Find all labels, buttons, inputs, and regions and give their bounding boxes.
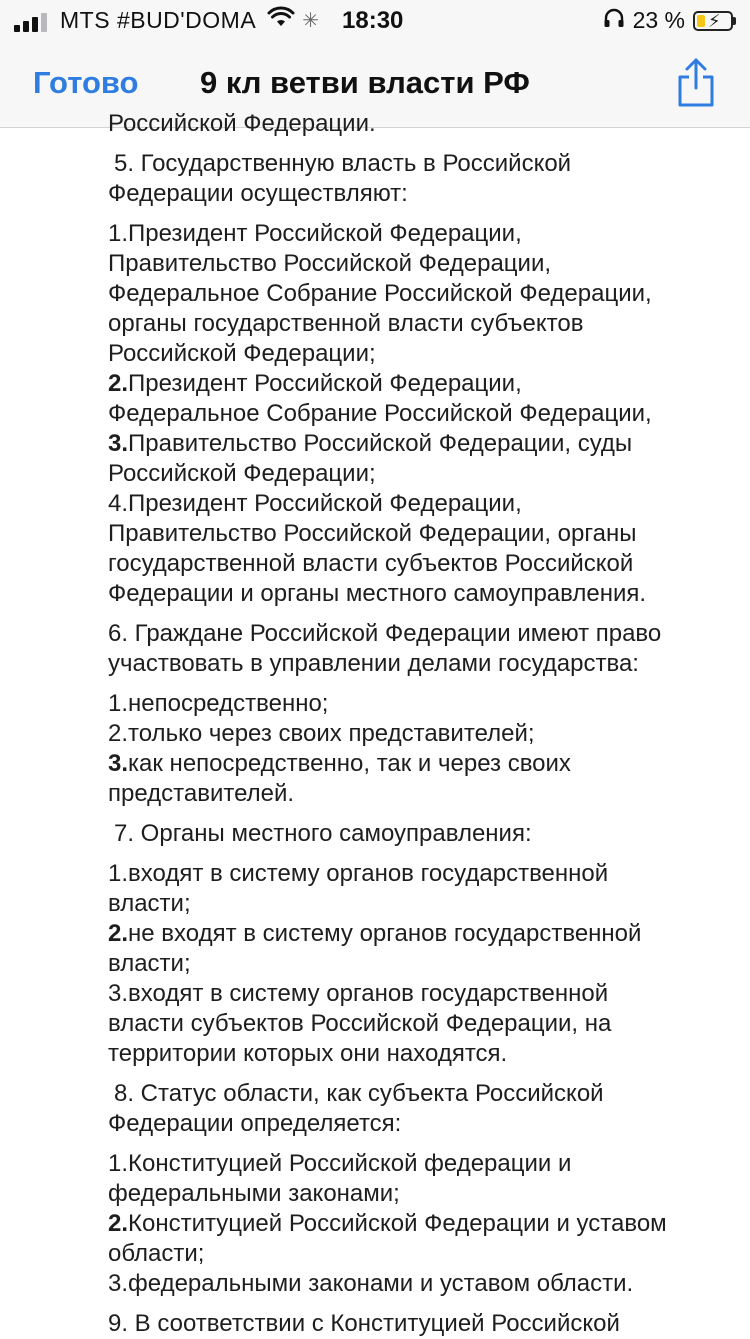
answer-line: области; [108,1240,205,1267]
answer-number: 2. [108,370,129,397]
cut-top-line: Российской Федерации. [108,110,376,137]
question-text: 5. Государственную власть в Российской [114,150,572,177]
answer-line: 1.Конституцией Российской федерации и [108,1150,572,1177]
battery-tip [733,17,736,25]
answer-text: Правительство Российской Федерации, суды [128,430,633,457]
answer-number: 2. [108,920,129,947]
answer-line: власти субъектов Российской Федерации, на [108,1010,612,1037]
answer-line [108,749,708,779]
answer-number: 2. [108,1210,129,1237]
cellular-signal-icon [14,10,50,32]
answer-line: Федеральное Собрание Российской Федерации, [108,400,652,427]
answer-line: 3.входят в систему органов государственной [108,980,609,1007]
question-7 [108,819,708,849]
answer-text: Конституцией Российской Федерации и уставом [128,1210,667,1237]
answer-text: как непосредственно, так и через своих [128,750,571,777]
answers-7 [108,859,708,1069]
cut-bottom-line: 9. В соответствии с Конституцией Российской [108,1310,620,1337]
answer-line: власти; [108,890,191,917]
status-right [603,7,736,34]
status-bar [0,0,750,40]
answer-line: власти; [108,950,191,977]
answer-line: Правительство Российской Федерации, органы [108,520,637,547]
answer-line: территории которых они находятся. [108,1040,508,1067]
answer-line: Российской Федерации; [108,340,376,367]
battery-percent: 23 % [632,7,685,33]
answer-line: Правительство Российской Федерации, [108,250,552,277]
question-6 [108,619,708,679]
answer-line: органы государственной власти субъектов [108,310,584,337]
document-content [108,109,708,1339]
answer-number: 3. [108,750,129,777]
answer-line: Российской Федерации; [108,460,376,487]
answers-6 [108,689,708,809]
answer-line: 1.входят в систему органов государственной [108,860,609,887]
answers-5 [108,219,708,609]
battery-icon: ⚡ [693,11,733,31]
answer-line: 2.только через своих представителей; [108,720,535,747]
answer-text: Президент Российской Федерации, [128,370,522,397]
question-text: Федерации осуществляют: [108,180,408,207]
question-text: Федерации определяется: [108,1110,402,1137]
question-text: участвовать в управлении делами государства: [108,650,639,677]
wifi-icon [268,7,294,34]
answer-line: 1.непосредственно; [108,690,329,717]
question-8 [108,1079,708,1139]
answer-line: Федеральное Собрание Российской Федерации, [108,280,652,307]
activity-spinner-icon: ✳ [302,10,319,32]
question-text: 7. Органы местного самоуправления: [114,820,532,847]
question-text: 8. Статус области, как субъекта Российской [114,1080,604,1107]
question-text: 6. Граждане Российской Федерации имеют право [108,620,662,647]
carrier-name: MTS #BUD'DOMA [60,7,257,33]
answer-line [108,429,708,459]
answer-line: представителей. [108,780,295,807]
answers-8 [108,1149,708,1299]
question-5 [108,149,708,209]
answer-number: 3. [108,430,129,457]
answer-line [108,1209,708,1239]
status-left [14,7,319,34]
answer-line: федеральными законами; [108,1180,400,1207]
answer-line: Федерации и органы местного самоуправления. [108,580,647,607]
answer-line: 3.федеральными законами и уставом области. [108,1270,634,1297]
answer-text: не входят в систему органов государственной [128,920,642,947]
headphones-icon [603,7,625,34]
answer-line: 1.Президент Российской Федерации, [108,220,522,247]
document-view[interactable] [0,110,750,1337]
answer-line [108,369,708,399]
answer-line: 4.Президент Российской Федерации, [108,490,522,517]
done-button[interactable]: Готово [33,65,139,100]
status-time: 18:30 [342,7,404,34]
share-icon[interactable] [674,56,718,108]
document-title: 9 кл ветви власти РФ [200,65,530,100]
answer-line [108,919,708,949]
answer-line: государственной власти субъектов Российской [108,550,634,577]
